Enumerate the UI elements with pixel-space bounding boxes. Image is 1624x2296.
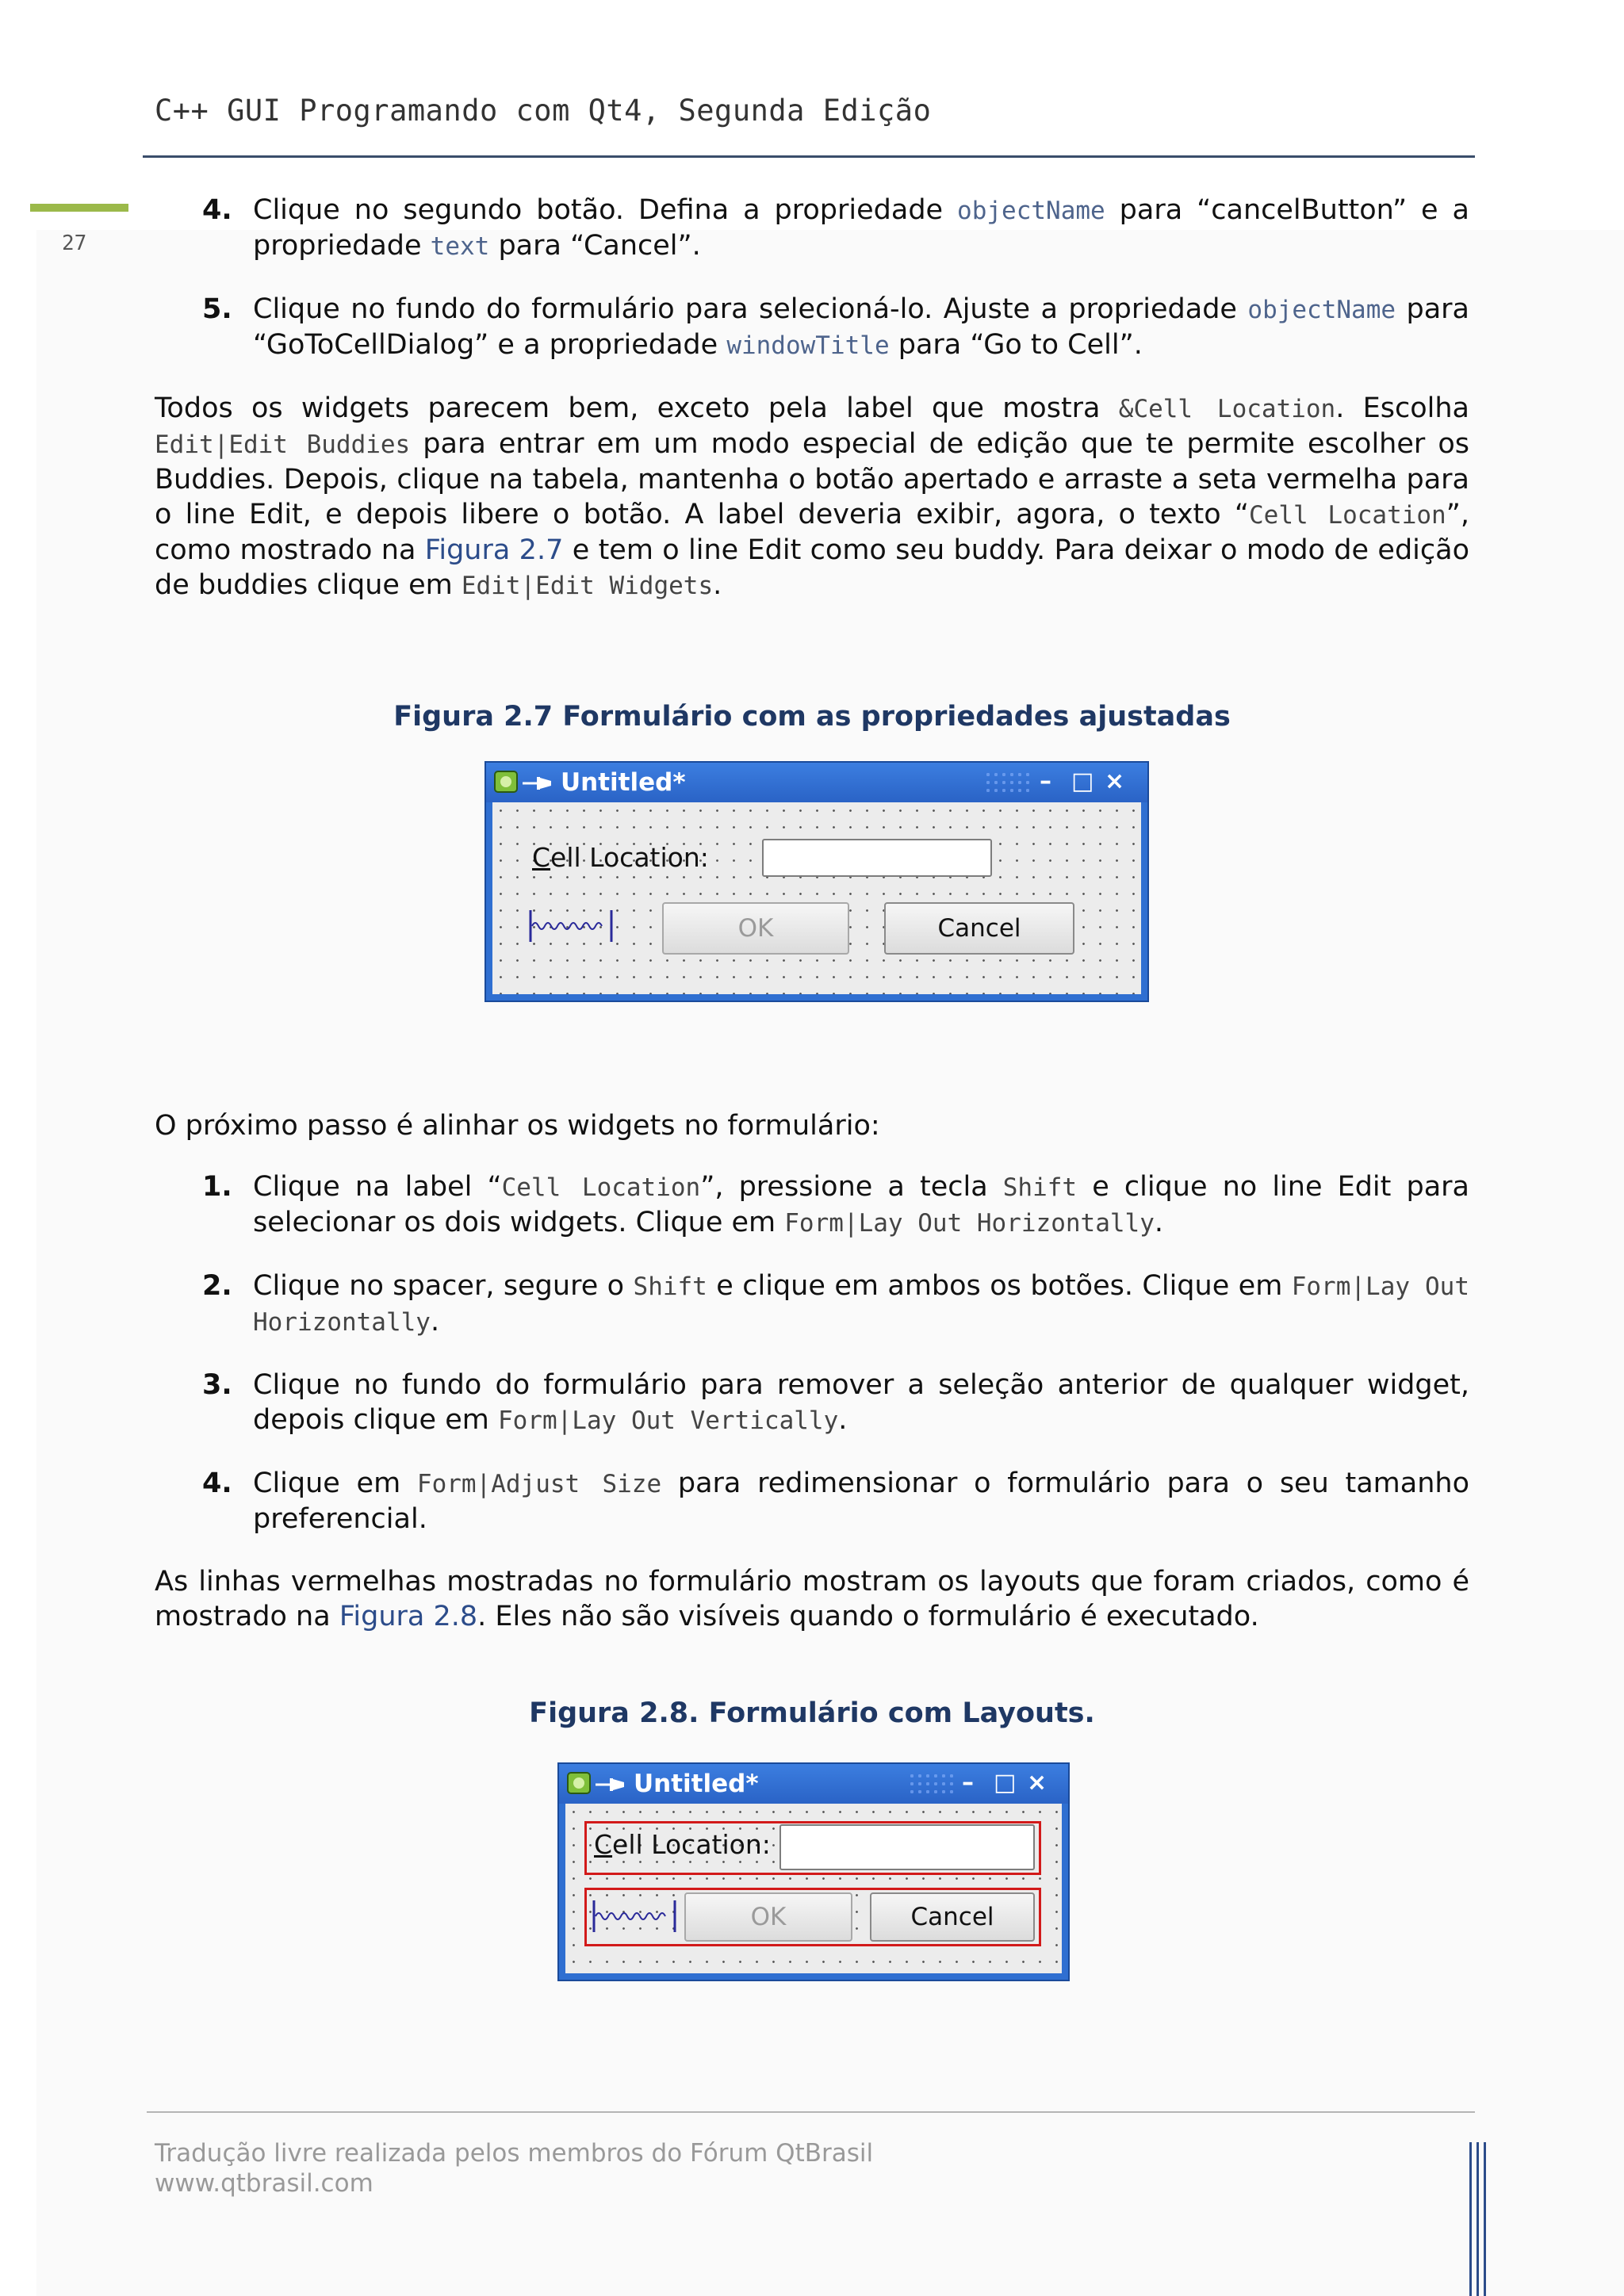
steps-list-a (155, 193, 1469, 363)
menu-term: Form|Adjust Size (416, 1470, 662, 1498)
window-titlebar (486, 763, 1147, 802)
ok-button[interactable]: OK (662, 902, 849, 955)
list-number: 1. (202, 1171, 232, 1203)
minimize-icon[interactable]: – (1040, 767, 1051, 795)
pin-icon (523, 775, 554, 792)
code-term: objectName (957, 197, 1105, 225)
close-icon[interactable]: × (1105, 767, 1125, 795)
running-header: C++ GUI Programando com Qt4, Segunda Edição (155, 94, 932, 128)
footer-decoration (1469, 2142, 1490, 2296)
paragraph-next-step: O próximo passo é alinhar os widgets no formulário: (155, 1110, 880, 1142)
list-item: 1. Clique na label “Cell Location”, pressione a tecla Shift e clique no line Edit para selecionar os dois widgets. Clique em Form|Lay Out Horizontally. (202, 1171, 1469, 1238)
menu-term: Cell Location (1249, 501, 1446, 530)
figure-caption-2-7: Figura 2.7 Formulário com as propriedades ajustadas (393, 701, 1231, 733)
close-icon[interactable]: × (1027, 1769, 1048, 1797)
cell-location-label: Cell Location: (532, 842, 709, 873)
code-term: objectName (1247, 296, 1396, 324)
list-item: 2. Clique no spacer, segure o Shift e clique em ambos os botões. Clique em Form|Lay Out Horizontally. (202, 1270, 1470, 1337)
menu-term: Shift (1002, 1173, 1078, 1202)
figure-2-7-window (485, 761, 1149, 1002)
code-term: text (430, 232, 490, 261)
page-number: 27 (62, 232, 87, 255)
list-number: 4. (202, 194, 232, 226)
paragraph-buddies: Todos os widgets parecem bem, exceto pela label que mostra &Cell Location. Escolha Edit|Edit Buddies para entrar em um modo especial de edição que te permite escolher os Buddies. Depois, clique na tabela, mantenha o botão apertado e arraste a seta vermelha para o line Edit, e depois libere o botão. A label deveria exibir, agora, o texto “Cell Location”, como mostrado na Figura 2.7 e tem o line Edit como seu buddy. Para deixar o modo de edição de buddies clique em Edit|Edit Widgets. (155, 392, 1469, 601)
menu-term: &Cell Location (1118, 395, 1336, 423)
titlebar-pattern (984, 771, 1032, 794)
cell-location-input[interactable] (779, 1824, 1035, 1870)
code-term: windowTitle (726, 331, 890, 360)
spacer-widget[interactable] (591, 1899, 678, 1934)
list-item: 3. Clique no fundo do formulário para remover a seleção anterior de qualquer widget, depois clique em Form|Lay Out Vertically. (202, 1369, 1469, 1436)
window-title: Untitled* (634, 1770, 759, 1798)
window-title: Untitled* (561, 768, 686, 797)
menu-term: Form|Lay Out Horizontally (253, 1272, 1470, 1337)
cancel-button[interactable]: Cancel (870, 1892, 1035, 1942)
spacer-widget[interactable] (527, 909, 615, 943)
footer-rule (147, 2111, 1475, 2113)
cell-location-input[interactable] (762, 839, 992, 877)
menu-term: Edit|Edit Buddies (155, 430, 411, 459)
ok-button[interactable]: OK (684, 1892, 852, 1942)
list-number: 5. (202, 293, 232, 325)
maximize-icon[interactable]: □ (1071, 767, 1094, 795)
figure-link[interactable]: Figura 2.8 (339, 1601, 478, 1632)
cancel-button[interactable]: Cancel (884, 902, 1074, 955)
list-item: 4. Clique em Form|Adjust Size para redimensionar o formulário para o seu tamanho preferencial. (202, 1468, 1469, 1535)
menu-term: Form|Lay Out Vertically (497, 1406, 839, 1435)
app-icon (567, 1772, 592, 1796)
list-number: 4. (202, 1468, 232, 1499)
steps-list-b (155, 1169, 1469, 1536)
figure-2-8-window (557, 1762, 1070, 1981)
cell-location-label: Cell Location: (594, 1829, 771, 1860)
menu-term: Cell Location (501, 1173, 701, 1202)
header-rule (143, 155, 1475, 158)
menu-term: Edit|Edit Widgets (461, 572, 714, 600)
maximize-icon[interactable]: □ (994, 1769, 1017, 1797)
list-item: 4. Clique no segundo botão. Defina a propriedade objectName para “cancelButton” e a propriedade text para “Cancel”. (202, 194, 1470, 262)
figure-caption-2-8: Figura 2.8. Formulário com Layouts. (529, 1697, 1095, 1729)
paragraph-layouts: As linhas vermelhas mostradas no formulário mostram os layouts que foram criados, como é mostrado na Figura 2.8. Eles não são visíveis quando o formulário é executado. (155, 1566, 1469, 1632)
footer-url[interactable]: www.qtbrasil.com (155, 2169, 373, 2198)
titlebar-pattern (908, 1772, 956, 1796)
form-canvas[interactable] (565, 1804, 1062, 1973)
list-number: 2. (202, 1270, 232, 1302)
form-canvas[interactable] (492, 802, 1141, 994)
footer (155, 2138, 873, 2198)
list-item: 5. Clique no fundo do formulário para selecioná-lo. Ajuste a propriedade objectName para “GoToCellDialog” e a propriedade windowTitle para “Go to Cell”. (202, 293, 1469, 361)
page-marker-bar (30, 204, 128, 212)
app-icon (494, 771, 519, 794)
minimize-icon[interactable]: – (962, 1769, 974, 1797)
menu-term: Form|Lay Out Horizontally (784, 1209, 1155, 1238)
pin-icon (596, 1776, 627, 1793)
menu-term: Shift (633, 1272, 707, 1301)
footer-credit: Tradução livre realizada pelos membros do Fórum QtBrasil (155, 2139, 874, 2168)
list-number: 3. (202, 1369, 232, 1401)
main-content (155, 193, 1469, 1981)
figure-link[interactable]: Figura 2.7 (424, 534, 564, 566)
window-titlebar (559, 1764, 1068, 1804)
